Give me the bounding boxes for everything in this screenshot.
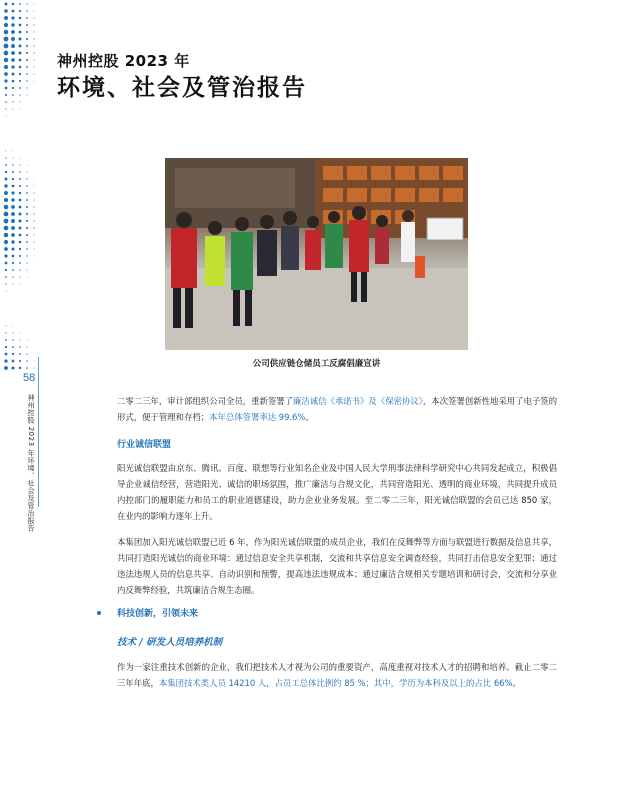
halftone-dot [19, 59, 22, 62]
halftone-dot [12, 353, 14, 355]
photo-caption: 公司供应链仓储员工反腐倡廉宣讲 [252, 359, 381, 369]
halftone-dot [19, 73, 21, 75]
halftone-dot [33, 206, 34, 207]
halftone-dot [33, 220, 34, 221]
halftone-dot [26, 45, 28, 47]
halftone-dot [19, 234, 22, 237]
halftone-dot [34, 11, 35, 12]
halftone-dot [4, 65, 8, 69]
halftone-dot [12, 101, 13, 102]
halftone-dot [5, 339, 7, 341]
halftone-dot [11, 30, 15, 34]
halftone-dot [20, 333, 21, 334]
para1-text-a: 二零二三年，审计部组织公司全员，重新签署了 [117, 396, 293, 406]
report-subtitle: 神州控股 2023 年 [57, 52, 190, 70]
halftone-dot [19, 220, 22, 223]
halftone-dot [4, 44, 9, 49]
halftone-dot [26, 59, 28, 61]
halftone-dot [19, 87, 21, 89]
halftone-dot [26, 206, 28, 208]
halftone-dot [12, 360, 15, 363]
halftone-dot [4, 240, 8, 244]
halftone-dot [34, 249, 35, 250]
halftone-dot [13, 284, 14, 285]
halftone-dot [5, 332, 6, 333]
para1-highlight-rate: 本年总体签署率达 99.6% [209, 412, 306, 422]
halftone-dot [34, 368, 35, 369]
halftone-dot [26, 255, 27, 256]
para4-text-c: 。 [512, 678, 521, 688]
halftone-dot [26, 353, 27, 354]
halftone-dot [26, 227, 28, 229]
halftone-dot [5, 164, 7, 166]
halftone-dot [4, 51, 9, 56]
halftone-dot [33, 24, 34, 25]
halftone-dot [5, 178, 8, 181]
halftone-dot [12, 346, 14, 348]
para1-highlight-documents: 廉洁诚信《承诺书》及《保密协议》 [293, 396, 423, 406]
halftone-dot [19, 353, 21, 355]
halftone-dot [34, 256, 35, 257]
halftone-dot [19, 24, 22, 27]
halftone-dot [19, 213, 22, 216]
halftone-dot [19, 164, 20, 165]
halftone-dot [4, 366, 8, 370]
halftone-dot [19, 206, 22, 209]
halftone-dot [26, 360, 27, 361]
halftone-dot [27, 340, 28, 341]
halftone-dot [19, 192, 21, 194]
halftone-dot [19, 276, 20, 277]
halftone-dot [13, 151, 14, 152]
halftone-dot [5, 276, 7, 278]
page-number: 58 [23, 372, 36, 384]
halftone-dot [13, 326, 14, 327]
halftone-dot [26, 38, 28, 40]
para4-text-a: 作为一家注重技术创新的企业，我们把技术人才视为公司的重要资产，高度重视对技术人才的招聘和培养。截止二零二三年年底， [117, 662, 557, 688]
halftone-dot [26, 367, 28, 369]
halftone-dot [19, 367, 21, 369]
halftone-dot [5, 346, 7, 348]
halftone-dot [4, 233, 9, 238]
halftone-dot [4, 212, 9, 217]
halftone-dot [4, 205, 9, 210]
halftone-dot [5, 171, 7, 173]
halftone-dot [26, 52, 28, 54]
halftone-dot [34, 193, 35, 194]
halftone-dot [19, 31, 22, 34]
halftone-dot [19, 171, 20, 172]
halftone-dot [11, 37, 15, 41]
halftone-dot [4, 23, 8, 27]
halftone-dot [19, 38, 22, 41]
halftone-dot [11, 58, 15, 62]
halftone-dot [26, 17, 28, 19]
halftone-dot [26, 10, 28, 12]
halftone-dot [5, 157, 6, 158]
halftone-dot [26, 73, 28, 75]
halftone-dot [12, 164, 13, 165]
halftone-dot [33, 52, 34, 53]
halftone-dot [19, 269, 20, 270]
halftone-dot [26, 199, 28, 201]
halftone-dot [19, 52, 22, 55]
halftone-dot [19, 185, 21, 187]
halftone-dot [11, 44, 15, 48]
halftone-dot [34, 81, 35, 82]
para4-highlight-stats: 本集团技术类人员 14210 人，占员工总体比例约 85 %；其中，学历为本科及以上的占比 66% [158, 678, 513, 688]
halftone-dot [6, 291, 7, 292]
halftone-dot [4, 9, 7, 12]
sidebar-divider [38, 357, 39, 507]
halftone-dot [19, 199, 22, 202]
halftone-dot [34, 67, 35, 68]
halftone-dot [4, 58, 8, 62]
halftone-dot [26, 178, 27, 179]
halftone-dot [20, 158, 21, 159]
halftone-dot [12, 269, 14, 271]
halftone-dot [19, 360, 21, 362]
paragraph-alliance-membership: 本集团加入阳光诚信联盟已近 6 年，作为阳光诚信联盟的成员企业，我们在反舞弊等方面与联盟进行数据及信息共享，共同打造阳光诚信的商业环境：通过信息安全共享机制，交流和共享信息安全调查经验，共同打击信息安全犯罪；通过违法违规人员的信息共享、自动识别和预警，提高违法违规成本；通过廉洁合规相关专题培训和研讨会，交流和分享业内反舞弊经验，共筑廉洁合规生态圈。 [117, 537, 557, 595]
para1-text-e: 。 [305, 412, 314, 422]
halftone-dot [19, 80, 21, 82]
halftone-dot [4, 247, 8, 251]
halftone-dot [34, 179, 35, 180]
section-heading-innovation: 科技创新，引领未来 [117, 609, 199, 619]
halftone-dot [6, 326, 7, 327]
running-title: 神州控股 2023 年环境、社会及管治报告 [27, 394, 35, 532]
halftone-dot [34, 186, 35, 187]
halftone-dot [4, 79, 7, 82]
halftone-dot [27, 165, 28, 166]
halftone-dot [26, 213, 28, 215]
halftone-dot [11, 16, 14, 19]
halftone-dot [5, 94, 7, 96]
halftone-dot [33, 241, 34, 242]
section-heading-alliance: 行业诚信联盟 [117, 440, 172, 450]
paragraph-signing [117, 393, 557, 425]
halftone-dot [5, 101, 7, 103]
halftone-dot [12, 339, 13, 340]
halftone-dot [26, 171, 27, 172]
halftone-dot [12, 94, 14, 96]
halftone-dot [12, 3, 14, 5]
halftone-dot [19, 45, 22, 48]
halftone-dot [19, 248, 21, 250]
halftone-dot [12, 10, 15, 13]
halftone-dot [5, 353, 8, 356]
halftone-dot [11, 219, 15, 223]
halftone-dot [19, 241, 22, 244]
halftone-dot [13, 109, 14, 110]
halftone-dot [11, 205, 15, 209]
halftone-dot [4, 198, 8, 202]
paragraph-talent [117, 659, 557, 691]
halftone-dot [12, 80, 15, 83]
halftone-dot [19, 3, 21, 5]
halftone-dot [19, 178, 21, 180]
halftone-dot [33, 199, 34, 200]
para1-text-c: ，本次签署创新性地采用了电子签的形式，便于管理和存档； [117, 396, 557, 422]
halftone-dot [11, 240, 14, 243]
halftone-dot [19, 17, 21, 19]
halftone-dot [26, 3, 27, 4]
halftone-dot [26, 66, 28, 68]
halftone-dot [12, 171, 14, 173]
halftone-dot [12, 255, 15, 258]
halftone-dot [4, 359, 7, 362]
halftone-dot [33, 227, 34, 228]
halftone-dot [19, 262, 21, 264]
halftone-dot [11, 212, 15, 216]
halftone-dot [33, 31, 34, 32]
halftone-dot [4, 37, 9, 42]
halftone-dot [5, 269, 7, 271]
halftone-dot [20, 284, 21, 285]
halftone-dot [26, 234, 28, 236]
halftone-dot [26, 262, 27, 263]
halftone-dot [19, 94, 20, 95]
halftone-dot [11, 233, 15, 237]
halftone-dot [12, 87, 14, 89]
halftone-dot [20, 109, 21, 110]
halftone-dot [4, 72, 8, 76]
halftone-dot [34, 18, 35, 19]
halftone-dot [34, 74, 35, 75]
subheading-talent: 技术 / 研发人员培养机制 [117, 637, 223, 648]
halftone-dot [11, 51, 15, 55]
halftone-dot [33, 45, 34, 46]
halftone-dot [12, 157, 13, 158]
halftone-dot [11, 247, 14, 250]
halftone-dot [12, 178, 14, 180]
halftone-dot [27, 95, 28, 96]
halftone-dot [19, 339, 20, 340]
halftone-dot [26, 241, 28, 243]
halftone-dot [11, 198, 14, 201]
report-title: 环境、社会及管治报告 [57, 75, 307, 101]
halftone-dot [26, 31, 28, 33]
halftone-dot [4, 254, 7, 257]
halftone-dot [5, 108, 6, 109]
halftone-dot [26, 248, 28, 250]
halftone-dot [19, 10, 21, 12]
halftone-decoration [0, 0, 40, 370]
halftone-dot [19, 66, 22, 69]
halftone-dot [19, 346, 20, 347]
halftone-dot [12, 185, 15, 188]
halftone-dot [27, 277, 28, 278]
halftone-dot [26, 220, 28, 222]
halftone-dot [26, 185, 27, 186]
halftone-dot [5, 87, 8, 90]
paragraph-alliance-intro: 阳光诚信联盟由京东、腾讯、百度、联想等行业知名企业及中国人民大学刑事法律科学研究中心共同发起成立，积极倡导企业诚信经营，营造阳光、诚信的职场氛围，推广廉洁与合规文化，共同营造阳光、透明的商业环境，共同提升成员内控部门的履职能力和员工的职业道德建设，助力企业业务发展。至二零二三年，阳光诚信联盟的会员已达 850 家，在业内的影响力逐年上升。 [117, 463, 557, 521]
halftone-dot [33, 59, 34, 60]
halftone-dot [27, 347, 28, 348]
halftone-dot [11, 191, 14, 194]
halftone-dot [11, 366, 14, 369]
halftone-dot [6, 151, 7, 152]
halftone-dot [34, 4, 35, 5]
halftone-dot [34, 361, 35, 362]
warehouse-training-photo [165, 158, 468, 350]
halftone-dot [26, 80, 27, 81]
halftone-dot [4, 219, 9, 224]
halftone-dot [33, 38, 34, 39]
halftone-dot [5, 262, 8, 265]
halftone-dot [11, 23, 15, 27]
halftone-dot [4, 226, 9, 231]
halftone-dot [19, 227, 22, 230]
halftone-dot [27, 270, 28, 271]
halftone-dot [4, 30, 9, 35]
halftone-dot [11, 65, 14, 68]
halftone-dot [33, 234, 34, 235]
halftone-dot [11, 226, 15, 230]
halftone-dot [20, 102, 21, 103]
halftone-dot [4, 16, 8, 20]
halftone-dot [12, 73, 15, 76]
halftone-dot [12, 262, 14, 264]
halftone-dot [12, 276, 13, 277]
bullet-marker [97, 611, 101, 615]
halftone-dot [5, 3, 8, 6]
halftone-dot [4, 191, 8, 195]
halftone-dot [4, 184, 7, 187]
halftone-dot [26, 24, 28, 26]
halftone-dot [12, 332, 13, 333]
halftone-dot [5, 283, 6, 284]
halftone-dot [26, 192, 28, 194]
halftone-dot [6, 116, 7, 117]
halftone-dot [19, 255, 21, 257]
halftone-dot [33, 213, 34, 214]
halftone-dot [26, 87, 27, 88]
